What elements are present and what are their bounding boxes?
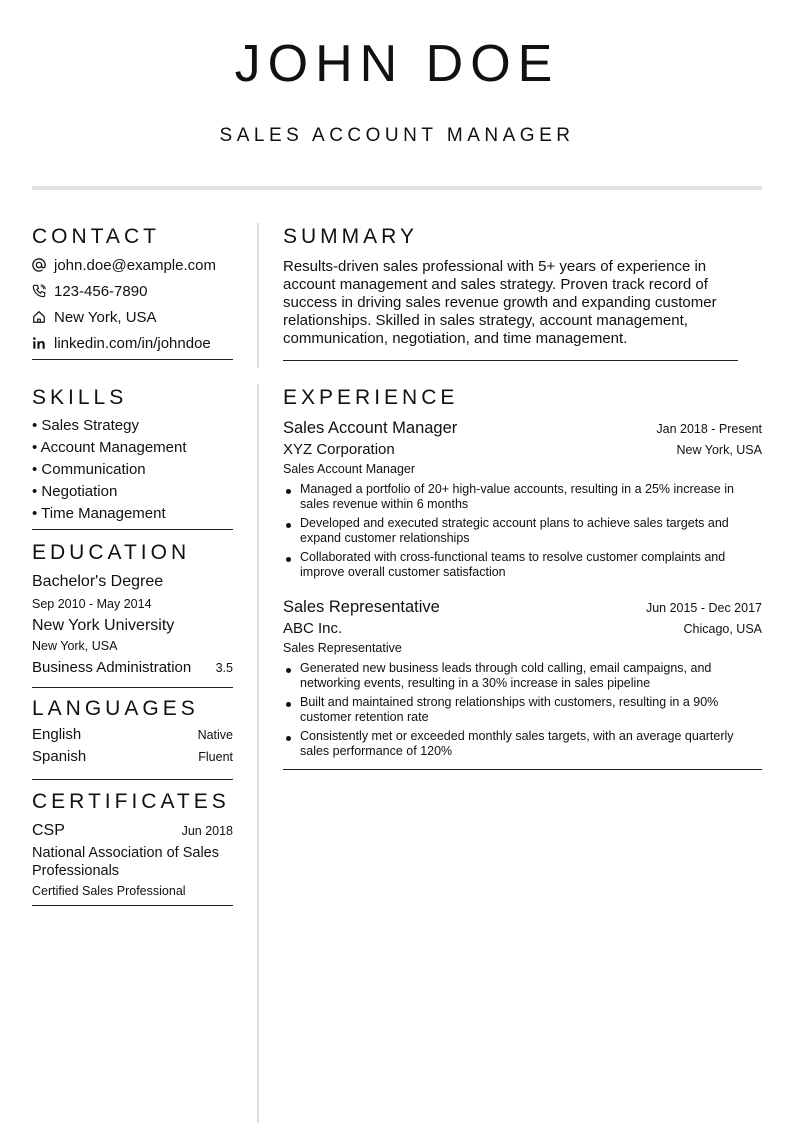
- linkedin-icon: [32, 336, 46, 350]
- job-bullet: Generated new business leads through cold calling, email campaigns, and networking events, resulting in a 30% increase in sales pipeline: [283, 661, 762, 691]
- job-bullet: Collaborated with cross-functional teams to resolve customer complaints and improve overall customer satisfaction: [283, 550, 762, 580]
- certificate-issuer: National Association of Sales Professionals: [32, 845, 219, 879]
- education-degree: Bachelor's Degree: [32, 573, 164, 590]
- education-title: EDUCATION: [32, 541, 191, 564]
- job-dates: Jan 2018 - Present: [656, 422, 762, 436]
- language-level: Native: [197, 728, 233, 742]
- education-divider: [32, 687, 233, 688]
- contact-email-text: john.doe@example.com: [54, 256, 216, 274]
- job-location: Chicago, USA: [683, 622, 762, 636]
- education-location: New York, USA: [32, 639, 118, 653]
- skills-section: [32, 385, 233, 530]
- job-dates: Jun 2015 - Dec 2017: [645, 601, 762, 615]
- job-title: Sales Account Manager: [283, 419, 458, 437]
- job-bullet: Developed and executed strategic account plans to achieve sales targets and expand customer relationships: [283, 516, 762, 546]
- contact-divider: [32, 359, 233, 360]
- contact-location: [32, 304, 233, 330]
- resume-role: SALES ACCOUNT MANAGER: [219, 125, 575, 146]
- summary-title: SUMMARY: [283, 225, 418, 248]
- summary-section: [283, 224, 762, 361]
- certificates-divider: [32, 905, 233, 906]
- job-company: XYZ Corporation: [283, 441, 395, 458]
- job-position: Sales Representative: [283, 641, 402, 655]
- at-icon: [32, 258, 46, 272]
- contact-location-text: New York, USA: [54, 308, 157, 326]
- job-bullets: [283, 661, 762, 759]
- contact-phone[interactable]: [32, 278, 233, 304]
- education-field: Business Administration: [32, 659, 192, 676]
- home-icon: [32, 310, 46, 324]
- languages-title: LANGUAGES: [32, 697, 199, 720]
- education-section: [32, 540, 233, 688]
- contact-linkedin[interactable]: [32, 330, 233, 356]
- certificate-full-name: Certified Sales Professional: [32, 884, 186, 898]
- certificate-date: Jun 2018: [181, 824, 233, 838]
- job-bullet: Consistently met or exceeded monthly sales targets, with an average quarterly sales performance of 120%: [283, 729, 762, 759]
- contact-phone-text: 123-456-7890: [54, 282, 148, 300]
- language-name: English: [32, 726, 82, 743]
- column-divider-main: [257, 384, 259, 1123]
- skill-item: • Sales Strategy: [32, 417, 139, 434]
- education-gpa: 3.5: [215, 661, 233, 675]
- skill-item: • Time Management: [32, 505, 166, 522]
- education-dates: Sep 2010 - May 2014: [32, 597, 152, 611]
- job-bullet: Built and maintained strong relationships with customers, resulting in a 90% customer retention rate: [283, 695, 762, 725]
- job-company: ABC Inc.: [283, 620, 343, 637]
- certificates-section: [32, 789, 233, 906]
- experience-divider: [283, 769, 762, 770]
- language-row: [32, 748, 233, 770]
- job-title: Sales Representative: [283, 598, 440, 616]
- phone-icon: [32, 284, 46, 298]
- contact-title: CONTACT: [32, 225, 160, 248]
- experience-title: EXPERIENCE: [283, 386, 459, 409]
- job-location: New York, USA: [676, 443, 762, 457]
- experience-section: [283, 385, 762, 770]
- language-level: Fluent: [198, 750, 233, 764]
- languages-section: [32, 696, 233, 780]
- contact-linkedin-text: linkedin.com/in/johndoe: [54, 334, 211, 352]
- resume-name: JOHN DOE: [234, 35, 560, 93]
- job-bullet: Managed a portfolio of 20+ high-value accounts, resulting in a 25% increase in sales revenue within 6 months: [283, 482, 762, 512]
- skills-divider: [32, 529, 233, 530]
- job-entry: [283, 417, 762, 580]
- skills-title: SKILLS: [32, 386, 128, 409]
- job-entry: [283, 596, 762, 759]
- education-school: New York University: [32, 617, 175, 634]
- language-name: Spanish: [32, 748, 87, 765]
- job-position: Sales Account Manager: [283, 462, 416, 476]
- summary-divider: [283, 360, 738, 361]
- contact-email[interactable]: [32, 252, 233, 278]
- job-bullets: [283, 482, 762, 580]
- header-divider: [32, 186, 762, 190]
- summary-text: Results-driven sales professional with 5+ years of experience in account management and sales strategy. Proven track record of success in driving sales revenue growth and expanding customer relationships. Skilled in sales strategy, account management, communication, negotiation, and time management.: [283, 258, 717, 347]
- language-row: [32, 726, 233, 748]
- column-divider-top: [257, 223, 259, 368]
- certificate-name: CSP: [32, 822, 65, 839]
- certificates-title: CERTIFICATES: [32, 790, 230, 813]
- languages-divider: [32, 779, 233, 780]
- skill-item: • Communication: [32, 461, 146, 478]
- skill-item: • Negotiation: [32, 483, 118, 500]
- skill-item: • Account Management: [32, 439, 187, 456]
- contact-section: [32, 224, 233, 360]
